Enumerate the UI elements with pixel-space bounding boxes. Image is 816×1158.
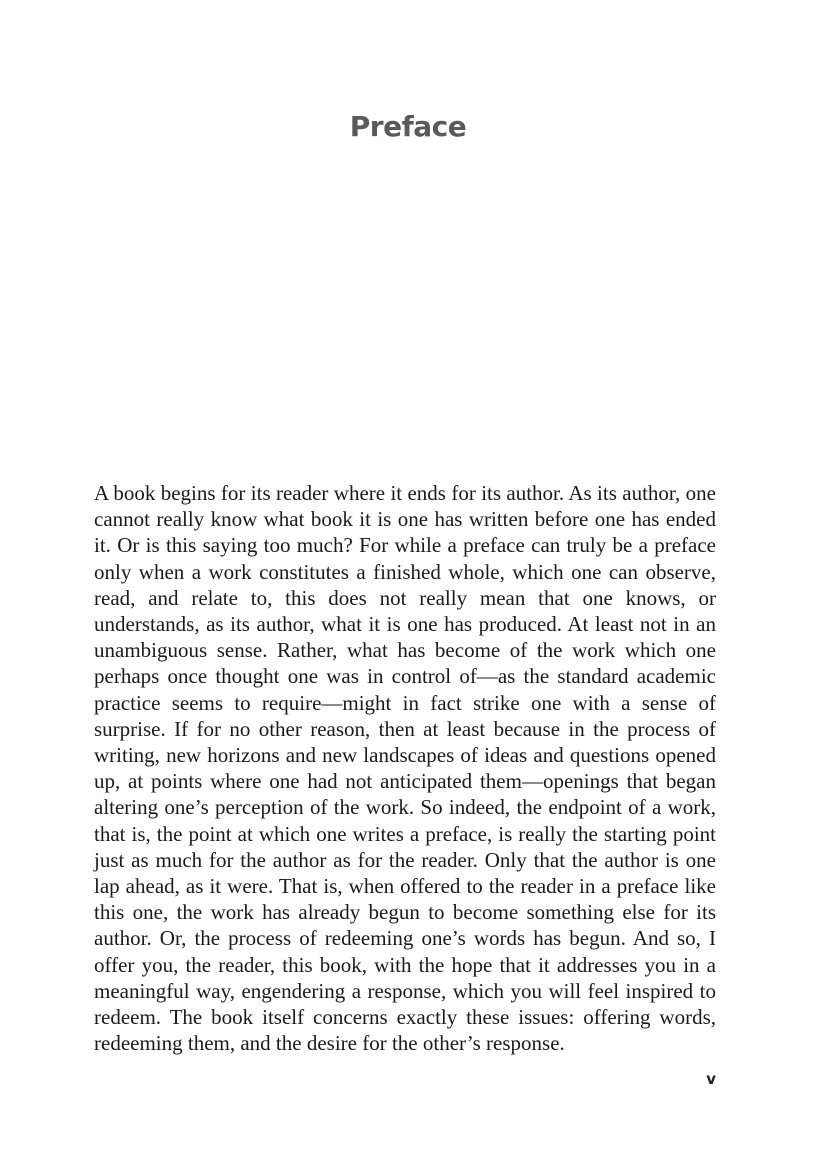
page-number: v [706,1070,716,1088]
page-title: Preface [349,110,467,143]
preface-paragraph: A book begins for its reader where it ends for its author. As its author, one cannot really know what book it is one has written before one has ended it. Or is this saying too much? For while a preface can truly be a preface only when a work constitutes a finished whole, which one can observe, read, and relate to, this does not really mean that one knows, or understands, as its author, what it is one has produced. At least not in an unambiguous sense. Rather, what has become of the work which one perhaps once thought one was in control of—as the standard academic practice seems to require—might in fact strike one with a sense of surprise. If for no other reason, then at least because in the process of writing, new horizons and new landscapes of ideas and questions opened up, at points where one had not anticipated them—openings that began altering one’s perception of the work. So indeed, the endpoint of a work, that is, the point at which one writes a preface, is really the starting point just as much for the author as for the reader. Only that the author is one lap ahead, as it were. That is, when offered to the reader in a preface like this one, the work has already begun to become something else for its author. Or, the process of redeeming one’s words has begun. And so, I offer you, the reader, this book, with the hope that it addresses you in a meaningful way, engendering a response, which you will feel inspired to redeem. The book itself concerns exactly these issues: offering words, redeeming them, and the desire for the other’s response. [94,481,716,1056]
